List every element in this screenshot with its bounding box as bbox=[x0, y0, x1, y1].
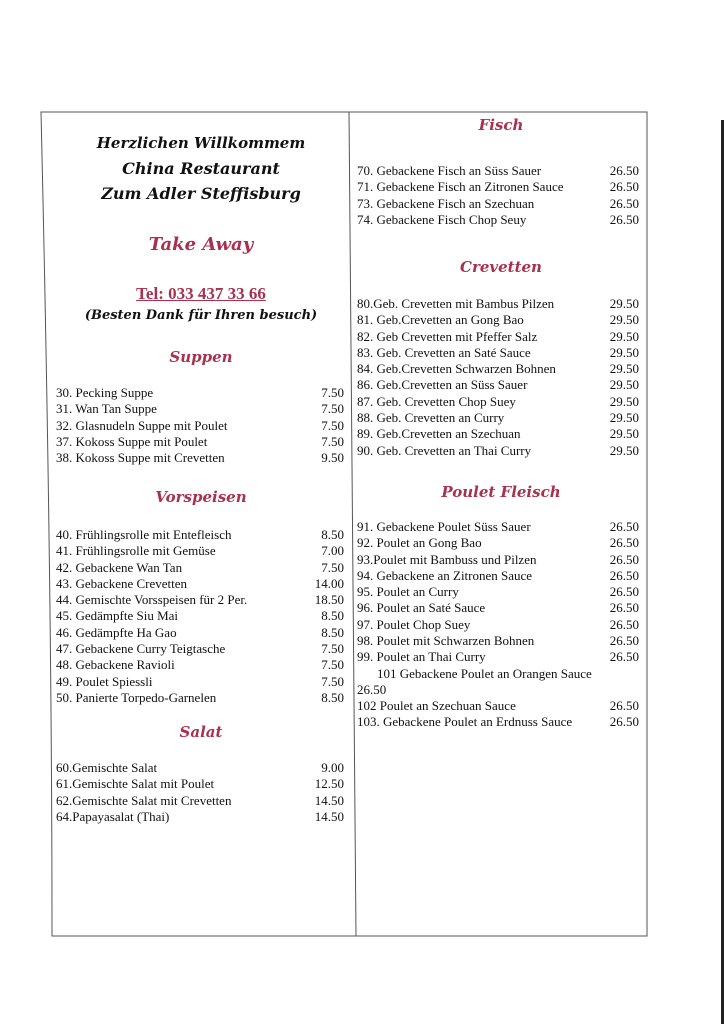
menu-item-name: 32. Glasnudeln Suppe mit Poulet bbox=[56, 417, 228, 433]
menu-item-name: 50. Panierte Torpedo-Garnelen bbox=[56, 689, 217, 705]
menu-item-name: 40. Frühlingsrolle mit Entefleisch bbox=[56, 527, 232, 542]
menu-item-price: 29.50 bbox=[609, 344, 639, 360]
thanks-note: (Besten Dank für Ihren besuch) bbox=[84, 308, 318, 323]
menu-item-name: 46. Gedämpfte Ha Gao bbox=[56, 624, 177, 640]
menu-item bbox=[357, 312, 645, 328]
menu-item bbox=[357, 633, 645, 649]
poulet-list bbox=[357, 519, 645, 666]
menu-item-name: 74. Gebackene Fisch Chop Seuy bbox=[357, 211, 527, 227]
menu-item-name: 80.Geb. Crevetten mit Bambus Pilzen bbox=[357, 296, 555, 311]
menu-item-name: 37. Kokoss Suppe mit Poulet bbox=[56, 433, 208, 449]
menu-item bbox=[56, 434, 344, 450]
menu-item-price: 7.50 bbox=[321, 641, 344, 657]
menu-item bbox=[357, 600, 645, 616]
menu-item-price: 26.50 bbox=[609, 211, 639, 227]
restaurant-name: China Restaurant bbox=[122, 159, 280, 178]
restaurant-location: Zum Adler Steffisburg bbox=[101, 184, 301, 203]
menu-item-price: 26.50 bbox=[609, 567, 639, 583]
menu-item bbox=[56, 450, 344, 466]
menu-item bbox=[56, 527, 344, 543]
menu-item bbox=[357, 552, 645, 568]
menu-item-price: 29.50 bbox=[609, 361, 639, 377]
menu-item-name: 93.Poulet mit Bambuss und Pilzen bbox=[357, 551, 537, 567]
menu-item bbox=[56, 543, 344, 559]
section-title-poulet: Poulet Fleisch bbox=[441, 483, 561, 501]
menu-item-name: 49. Poulet Spiessli bbox=[56, 673, 153, 689]
menu-item bbox=[56, 418, 344, 434]
menu-item-name: 30. Pecking Suppe bbox=[56, 385, 154, 400]
menu-item-price: 26.50 bbox=[357, 682, 387, 698]
menu-item-price: 7.50 bbox=[321, 385, 344, 400]
menu-item-price: 14.50 bbox=[314, 792, 344, 808]
menu-item-name: 47. Gebackene Curry Teigtasche bbox=[56, 641, 226, 657]
menu-item-name: 96. Poulet an Saté Sauce bbox=[357, 600, 486, 616]
menu-item bbox=[56, 401, 344, 417]
menu-item bbox=[357, 535, 645, 551]
menu-item-price: 8.50 bbox=[321, 624, 344, 640]
menu-item-price: 29.50 bbox=[609, 328, 639, 344]
menu-item-name: 42. Gebackene Wan Tan bbox=[56, 559, 183, 575]
menu-item-name: 73. Gebackene Fisch an Szechuan bbox=[357, 195, 535, 211]
menu-item-price: 12.50 bbox=[314, 776, 344, 792]
menu-item bbox=[56, 793, 344, 809]
menu-item-price: 29.50 bbox=[609, 442, 639, 458]
menu-item bbox=[56, 625, 344, 641]
section-title-fisch: Fisch bbox=[478, 116, 524, 134]
menu-item-price: 29.50 bbox=[609, 377, 639, 393]
menu-item bbox=[56, 576, 344, 592]
menu-item-price: 26.50 bbox=[609, 179, 639, 195]
menu-item-price: 26.50 bbox=[609, 163, 639, 178]
section-title-crevetten: Crevetten bbox=[460, 258, 542, 276]
menu-item-price: 29.50 bbox=[609, 296, 639, 311]
menu-item bbox=[357, 329, 645, 345]
suppen-list bbox=[56, 385, 344, 466]
menu-item bbox=[56, 674, 344, 690]
menu-item bbox=[357, 361, 645, 377]
menu-item-price: 26.50 bbox=[609, 649, 639, 665]
menu-item-name: 95. Poulet an Curry bbox=[357, 584, 459, 600]
menu-item-price: 7.50 bbox=[321, 657, 344, 673]
menu-item-name: 83. Geb. Crevetten an Saté Sauce bbox=[357, 344, 531, 360]
menu-item bbox=[357, 212, 645, 228]
menu-item-price: 26.50 bbox=[609, 535, 639, 551]
menu-item-price: 7.50 bbox=[321, 559, 344, 575]
menu-item-price: 26.50 bbox=[609, 633, 639, 649]
menu-item-name: 91. Gebackene Poulet Süss Sauer bbox=[357, 519, 531, 534]
menu-item-price: 14.50 bbox=[314, 808, 344, 824]
menu-item bbox=[357, 345, 645, 361]
menu-item-price: 29.50 bbox=[609, 426, 639, 442]
menu-item-name: 84. Geb.Crevetten Schwarzen Bohnen bbox=[357, 361, 556, 377]
menu-item bbox=[56, 608, 344, 624]
menu-item-price: 26.50 bbox=[609, 551, 639, 567]
menu-item bbox=[56, 657, 344, 673]
menu-item-price: 26.50 bbox=[609, 195, 639, 211]
menu-item-name: 97. Poulet Chop Suey bbox=[357, 616, 471, 632]
menu-item-price: 26.50 bbox=[609, 616, 639, 632]
menu-item-name: 43. Gebackene Crevetten bbox=[56, 575, 188, 591]
welcome-line: Herzlichen Willkommem bbox=[96, 134, 306, 152]
menu-item-name: 64.Papayasalat (Thai) bbox=[56, 808, 170, 824]
menu-item-name: 82. Geb Crevetten mit Pfeffer Salz bbox=[357, 328, 538, 344]
menu-item-price: 26.50 bbox=[609, 584, 639, 600]
menu-item-name: 62.Gemischte Salat mit Crevetten bbox=[56, 792, 232, 808]
menu-item-price: 9.00 bbox=[321, 760, 344, 775]
menu-item-price: 9.50 bbox=[321, 450, 344, 466]
menu-item bbox=[357, 584, 645, 600]
menu-item bbox=[56, 385, 344, 401]
menu-item-price: 8.50 bbox=[321, 689, 344, 705]
menu-item bbox=[357, 698, 645, 714]
menu-item-price: 26.50 bbox=[609, 600, 639, 616]
telephone-number[interactable]: Tel: 033 437 33 66 bbox=[136, 284, 266, 303]
menu-item-name: 44. Gemischte Vorsspeisen für 2 Per. bbox=[56, 592, 248, 608]
menu-item-price: 26.50 bbox=[609, 698, 639, 713]
menu-item bbox=[56, 690, 344, 706]
menu-item bbox=[56, 809, 344, 825]
menu-item bbox=[56, 592, 344, 608]
menu-item-name: 89. Geb.Crevetten an Szechuan bbox=[357, 426, 521, 442]
menu-item-name: 71. Gebackene Fisch an Zitronen Sauce bbox=[357, 179, 564, 195]
menu-item-name: 87. Geb. Crevetten Chop Suey bbox=[357, 393, 516, 409]
menu-item-name: 41. Frühlingsrolle mit Gemüse bbox=[56, 543, 216, 559]
menu-item bbox=[357, 163, 645, 179]
menu-item-price: 26.50 bbox=[609, 714, 639, 730]
vorspeisen-list bbox=[56, 527, 344, 706]
menu-item bbox=[357, 426, 645, 442]
menu-item bbox=[357, 179, 645, 195]
poulet-item-101 bbox=[357, 666, 645, 699]
menu-item-price: 29.50 bbox=[609, 312, 639, 328]
left-column bbox=[56, 110, 346, 936]
menu-item-name: 48. Gebackene Ravioli bbox=[56, 657, 175, 673]
menu-item-name: 31. Wan Tan Suppe bbox=[56, 401, 157, 417]
menu-item bbox=[56, 560, 344, 576]
menu-item bbox=[357, 649, 645, 665]
menu-item-name: 61.Gemischte Salat mit Poulet bbox=[56, 776, 215, 792]
menu-item-price: 14.00 bbox=[314, 575, 344, 591]
menu-item-name: 60.Gemischte Salat bbox=[56, 760, 158, 775]
menu-item bbox=[357, 410, 645, 426]
menu-item bbox=[357, 296, 645, 312]
menu-item bbox=[56, 641, 344, 657]
menu-item-price: 7.50 bbox=[321, 417, 344, 433]
crevetten-list bbox=[357, 296, 645, 459]
menu-item bbox=[357, 617, 645, 633]
menu-item-price: 29.50 bbox=[609, 393, 639, 409]
menu-item-price: 7.00 bbox=[321, 543, 344, 559]
menu-item-price: 7.50 bbox=[321, 673, 344, 689]
section-title-vorspeisen: Vorspeisen bbox=[155, 488, 247, 506]
menu-item-name: 99. Poulet an Thai Curry bbox=[357, 649, 486, 665]
menu-item bbox=[357, 443, 645, 459]
menu-item-name: 88. Geb. Crevetten an Curry bbox=[357, 410, 505, 426]
menu-item-name: 94. Gebackene an Zitronen Sauce bbox=[357, 567, 533, 583]
menu-item-price: 8.50 bbox=[321, 527, 344, 542]
menu-item-name: 98. Poulet mit Schwarzen Bohnen bbox=[357, 633, 535, 649]
menu-item-price: 7.50 bbox=[321, 433, 344, 449]
poulet-list-continued bbox=[357, 698, 645, 731]
menu-item bbox=[357, 714, 645, 730]
section-title-suppen: Suppen bbox=[169, 348, 233, 366]
menu-item-name: 103. Gebackene Poulet an Erdnuss Sauce bbox=[357, 714, 573, 730]
menu-item-name: 86. Geb.Crevetten an Süss Sauer bbox=[357, 377, 528, 393]
fisch-list bbox=[357, 163, 645, 228]
menu-item-name: 45. Gedämpfte Siu Mai bbox=[56, 608, 179, 624]
menu-item-name: 102 Poulet an Szechuan Sauce bbox=[357, 698, 516, 713]
menu-item-name: 38. Kokoss Suppe mit Crevetten bbox=[56, 450, 225, 466]
menu-item-name: 70. Gebackene Fisch an Süss Sauer bbox=[357, 163, 542, 178]
menu-item-price: 8.50 bbox=[321, 608, 344, 624]
menu-item-name: 81. Geb.Crevetten an Gong Bao bbox=[357, 312, 524, 328]
menu-item-price: 26.50 bbox=[609, 519, 639, 534]
menu-item-name: 101 Gebackene Poulet an Orangen Sauce bbox=[377, 666, 592, 681]
right-column bbox=[357, 110, 645, 936]
take-away-heading: Take Away bbox=[148, 234, 254, 255]
menu-item bbox=[357, 377, 645, 393]
menu-item-name: 92. Poulet an Gong Bao bbox=[357, 535, 482, 551]
menu-item bbox=[56, 776, 344, 792]
section-title-salat: Salat bbox=[179, 723, 223, 741]
menu-item bbox=[357, 568, 645, 584]
menu-item bbox=[56, 760, 344, 776]
menu-item-price: 18.50 bbox=[314, 592, 344, 608]
menu-item-price: 29.50 bbox=[609, 410, 639, 426]
menu-item-price: 7.50 bbox=[321, 401, 344, 417]
menu-item bbox=[357, 394, 645, 410]
menu-item bbox=[357, 196, 645, 212]
salat-list bbox=[56, 760, 344, 825]
menu-item bbox=[357, 519, 645, 535]
menu-item-name: 90. Geb. Crevetten an Thai Curry bbox=[357, 442, 532, 458]
